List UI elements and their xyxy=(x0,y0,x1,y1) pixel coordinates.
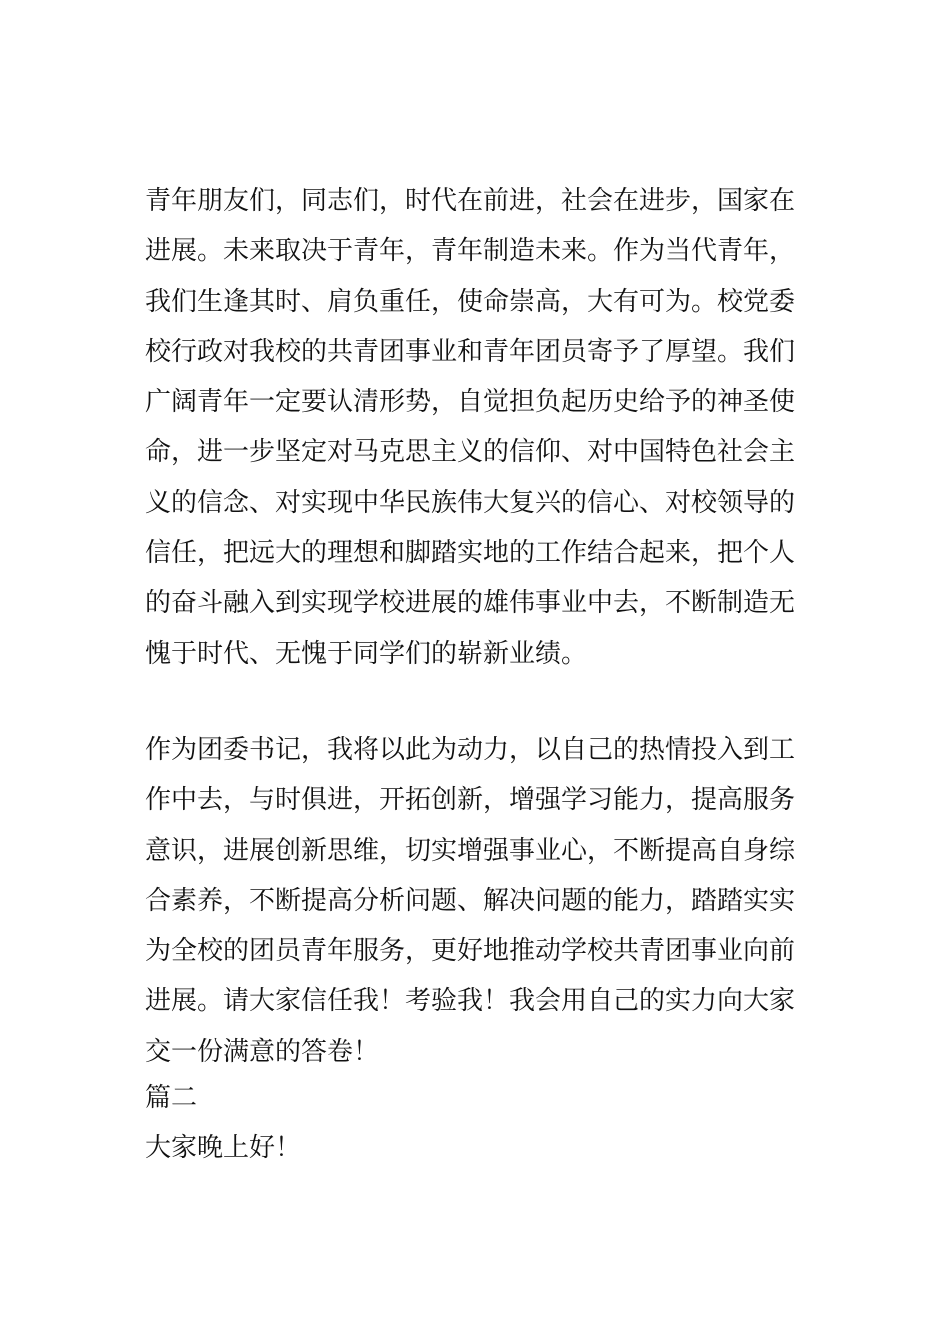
paragraph-1 xyxy=(145,176,810,679)
paragraph-line: 命，进一步坚定对马克思主义的信仰、对中国特色社会主 xyxy=(145,437,796,468)
paragraph-line: 作为团委书记，我将以此为动力，以自己的热情投入到工 xyxy=(145,735,796,765)
paragraph-line: 进展。未来取决于青年，青年制造未来。作为当代青年， xyxy=(145,236,796,267)
paragraph-line: 为全校的团员青年服务，更好地推动学校共青团事业向前 xyxy=(145,936,796,967)
paragraph-line: 的奋斗融入到实现学校进展的雄伟事业中去，不断制造无 xyxy=(145,588,796,619)
section-heading xyxy=(145,1073,810,1123)
greeting xyxy=(145,1123,810,1173)
paragraph-line: 意识，进展创新思维，切实增强事业心，不断提高自身综 xyxy=(145,835,796,866)
section-heading-text: 篇二 xyxy=(145,1083,198,1113)
paragraph-line: 交一份满意的答卷！ xyxy=(145,1036,380,1067)
paragraph-line: 信任，把远大的理想和脚踏实地的工作结合起来，把个人 xyxy=(145,538,796,569)
paragraph-line: 广阔青年一定要认清形势，自觉担负起历史给予的神圣使 xyxy=(145,387,796,418)
paragraph-line: 青年朋友们，同志们，时代在前进，社会在进步，国家在 xyxy=(145,186,796,216)
paragraph-line: 义的信念、对实现中华民族伟大复兴的信心、对校领导的 xyxy=(145,487,796,518)
greeting-text: 大家晚上好！ xyxy=(145,1133,302,1163)
paragraph-line: 我们生逢其时、肩负重任，使命崇高，大有可为。校党委 xyxy=(145,286,796,317)
paragraph-line: 进展。请大家信任我！考验我！我会用自己的实力向大家 xyxy=(145,986,796,1017)
paragraph-2 xyxy=(145,725,810,1077)
paragraph-line: 作中去，与时俱进，开拓创新，增强学习能力，提高服务 xyxy=(145,785,796,816)
paragraph-line: 校行政对我校的共青团事业和青年团员寄予了厚望。我们 xyxy=(145,336,796,367)
paragraph-line: 愧于时代、无愧于同学们的崭新业绩。 xyxy=(145,638,588,669)
paragraph-line: 合素养，不断提高分析问题、解决问题的能力，踏踏实实 xyxy=(145,885,796,916)
